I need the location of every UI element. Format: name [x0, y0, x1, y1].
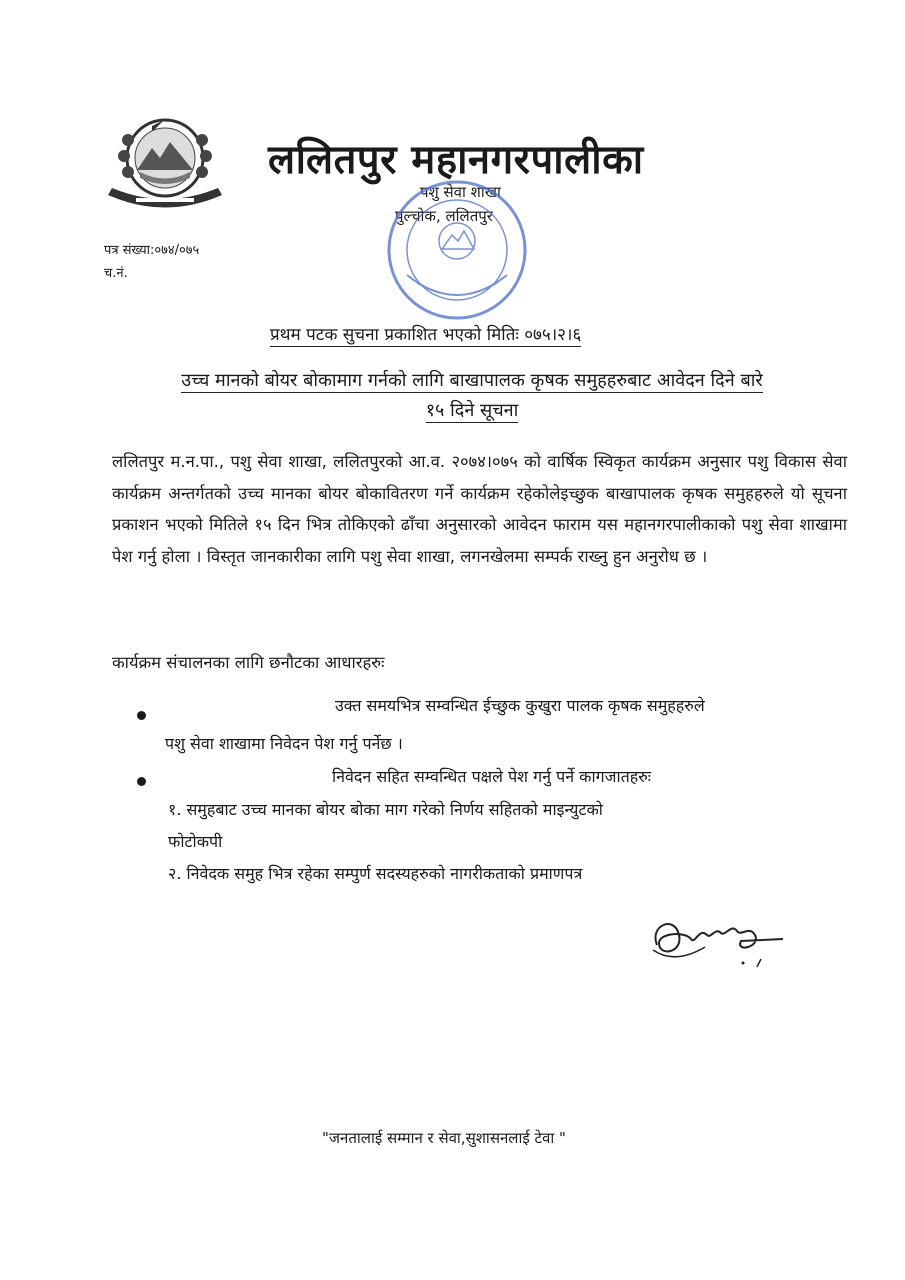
bullet-icon: [137, 777, 146, 786]
selection-basis-heading: कार्यक्रम संचालनका लागि छनौटका आधारहरुः: [112, 653, 385, 672]
first-published-date: प्रथम पटक सुचना प्रकाशित भएको मितिः ०७५।२।६: [270, 322, 581, 347]
signature: [645, 905, 795, 975]
point-2: निवेदन सहित सम्वन्धित पक्षले पेश गर्नु पर्ने कागजातहरुः: [332, 767, 652, 786]
document-1-start: १. समुहबाट उच्च मानका बोयर बोका माग गरेको निर्णय सहितको माइन्युटको: [168, 800, 603, 819]
bullet-icon: [137, 711, 146, 720]
document-2: २. निवेदक समुह भित्र रहेका सम्पुर्ण सदस्यहरुको नागरीकताको प्रमाणपत्र: [168, 864, 583, 883]
nepal-government-emblem-icon: [100, 100, 230, 218]
subject-line-2: १५ दिने सूचना: [425, 400, 519, 421]
point-1-start: उक्त समयभित्र सम्वन्धित ईच्छुक कुखुरा पालक कृषक समुहहरुले: [335, 696, 705, 715]
notice-subject: [112, 366, 832, 426]
office-address: पुल्चोक, ललितपुर: [395, 207, 493, 225]
document-1-end: फोटोकपी: [168, 832, 223, 851]
point-1-end: पशु सेवा शाखामा निवेदन पेश गर्नु पर्नेछ ।: [165, 734, 403, 753]
office-stamp: [382, 175, 532, 325]
subject-line-1: उच्च मानको बोयर बोकामाग गर्नको लागि बाखापालक कृषक समुहहरुबाट आवेदन दिने बारे: [181, 370, 763, 391]
letter-number: पत्र संख्या:०७४/०७५: [104, 243, 200, 258]
department-name: पशु सेवा शाखा: [420, 183, 501, 201]
office-name: ललितपुर महानगरपालीका: [268, 137, 644, 183]
notice-body: ललितपुर म.न.पा., पशु सेवा शाखा, ललितपुरको आ.व. २०७४।०७५ को वार्षिक स्विकृत कार्यक्रम अनुसार पशु विकास सेवा कार्यक्रम अन्तर्गतको उच्च मानका बोयर बोकावितरण गर्ने कार्यक्रम रहेकोलेइच्छुक बाखापालक कृषक समुहहरुले यो सूचना प्रकाशन भएको मितिले १५ दिन भित्र तोकिएको ढाँचा अनुसारको आवेदन फाराम यस महानगरपालीकाको पशु सेवा शाखामा पेश गर्नु होला । विस्तृत जानकारीका लागि पशु सेवा शाखा, लगनखेलमा सम्पर्क राख्नु हुन अनुरोध छ ।: [112, 452, 847, 566]
office-slogan: "जनतालाई सम्मान र सेवा,सुशासनलाई टेवा ": [322, 1129, 566, 1147]
dispatch-number: च.नं.: [104, 266, 128, 281]
